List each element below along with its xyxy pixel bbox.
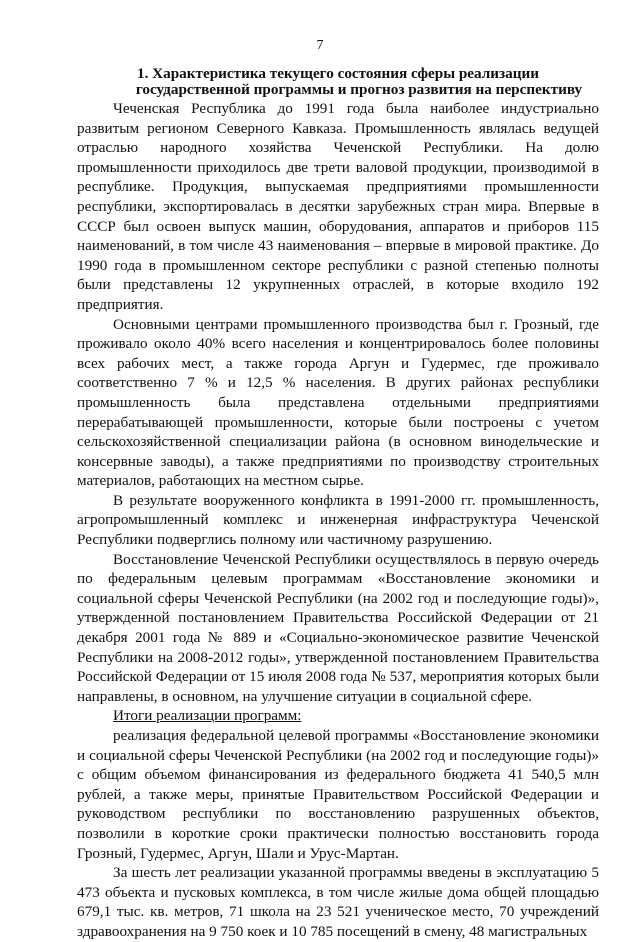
paragraph: Основными центрами промышленного производства был г. Грозный, где проживало около 40% всего населения и концентрировалось более половины всех рабочих мест, а также города Аргун и Гудермес, где проживало соответственно 7 % и 12,5 % населения. В других районах республики промышленность была представлена отдельными предприятиями перерабатывающей промышленности, которые были построены с учетом сельскохозяйственной специализации района (в основном винодельческие и консервные заводы), а также предприятиями по производству строительных материалов, работающих на местном сырье. — [77, 315, 599, 490]
paragraph: Восстановление Чеченской Республики осуществлялось в первую очередь по федеральным целевым программам «Восстановление экономики и социальной сферы Чеченской Республики (на 2002 год и последующие годы)», утвержденной постановлением Правительства Российской Федерации от 21 декабря 2001 года № 889 и «Социально-экономическое развитие Чеченской Республики на 2008-2012 годы», утвержденной постановлением Правительства Российской Федерации от 15 июля 2008 года № 537, мероприятия которых были направлены, в основном, на улучшение ситуации в социальной сфере. — [77, 550, 599, 705]
paragraph: Чеченская Республика до 1991 года была наиболее индустриально развитым регионом Северного Кавказа. Промышленность являлась ведущей отраслью народного хозяйства Чеченской Республики. На долю промышленности приходилось две трети валовой продукции, производимой в республике. Продукция, выпускаемая предприятиями промышленности республики, экспортировалась в десятки зарубежных стран мира. Впервые в СССР был освоен выпуск машин, оборудования, аппаратов и приборов 115 наименований, в том числе 43 наименования – впервые в мировой практике. До 1990 года в промышленном секторе республики с разной степенью полноты были представлены 12 укрупненных отраслей, в которые входило 192 предприятия. — [77, 100, 599, 313]
section-heading — [77, 66, 599, 97]
section-heading-line-1: 1. Характеристика текущего состояния сферы реализации — [136, 65, 539, 82]
page-number: 7 — [316, 38, 324, 53]
subheading — [77, 706, 599, 726]
subheading-text: Итоги реализации программ: — [113, 707, 302, 725]
paragraph: В результате вооруженного конфликта в 1991-2000 гг. промышленность, агропромышленный комплекс и инженерная инфраструктура Чеченской Республики подверглись полному или частичному разрушению. — [77, 491, 599, 549]
section-heading-line-2: государственной программы и прогноз развития на перспективу — [135, 80, 583, 98]
paragraph: реализация федеральной целевой программы «Восстановление экономики и социальной сферы Чеченской Республики (на 2002 год и последующие годы)» с общим объемом финансирования из федерального бюджета 41 540,5 млн рублей, а также меры, принятые Правительством Российской Федерации и руководством республики по восстановлению разрушенных объектов, позволили в короткие сроки практически полностью восстановить города Грозный, Гудермес, Аргун, Шали и Урус-Мартан. — [77, 727, 599, 862]
page-content — [77, 66, 599, 942]
paragraph: За шесть лет реализации указанной программы введены в эксплуатацию 5 473 объекта и пусковых комплекса, в том числе жилые дома общей площадью 679,1 тыс. кв. метров, 71 школа на 23 521 ученическое место, 70 учреждений здравоохранения на 9 750 коек и 10 785 посещений в смену, 48 магистральных — [77, 864, 599, 940]
